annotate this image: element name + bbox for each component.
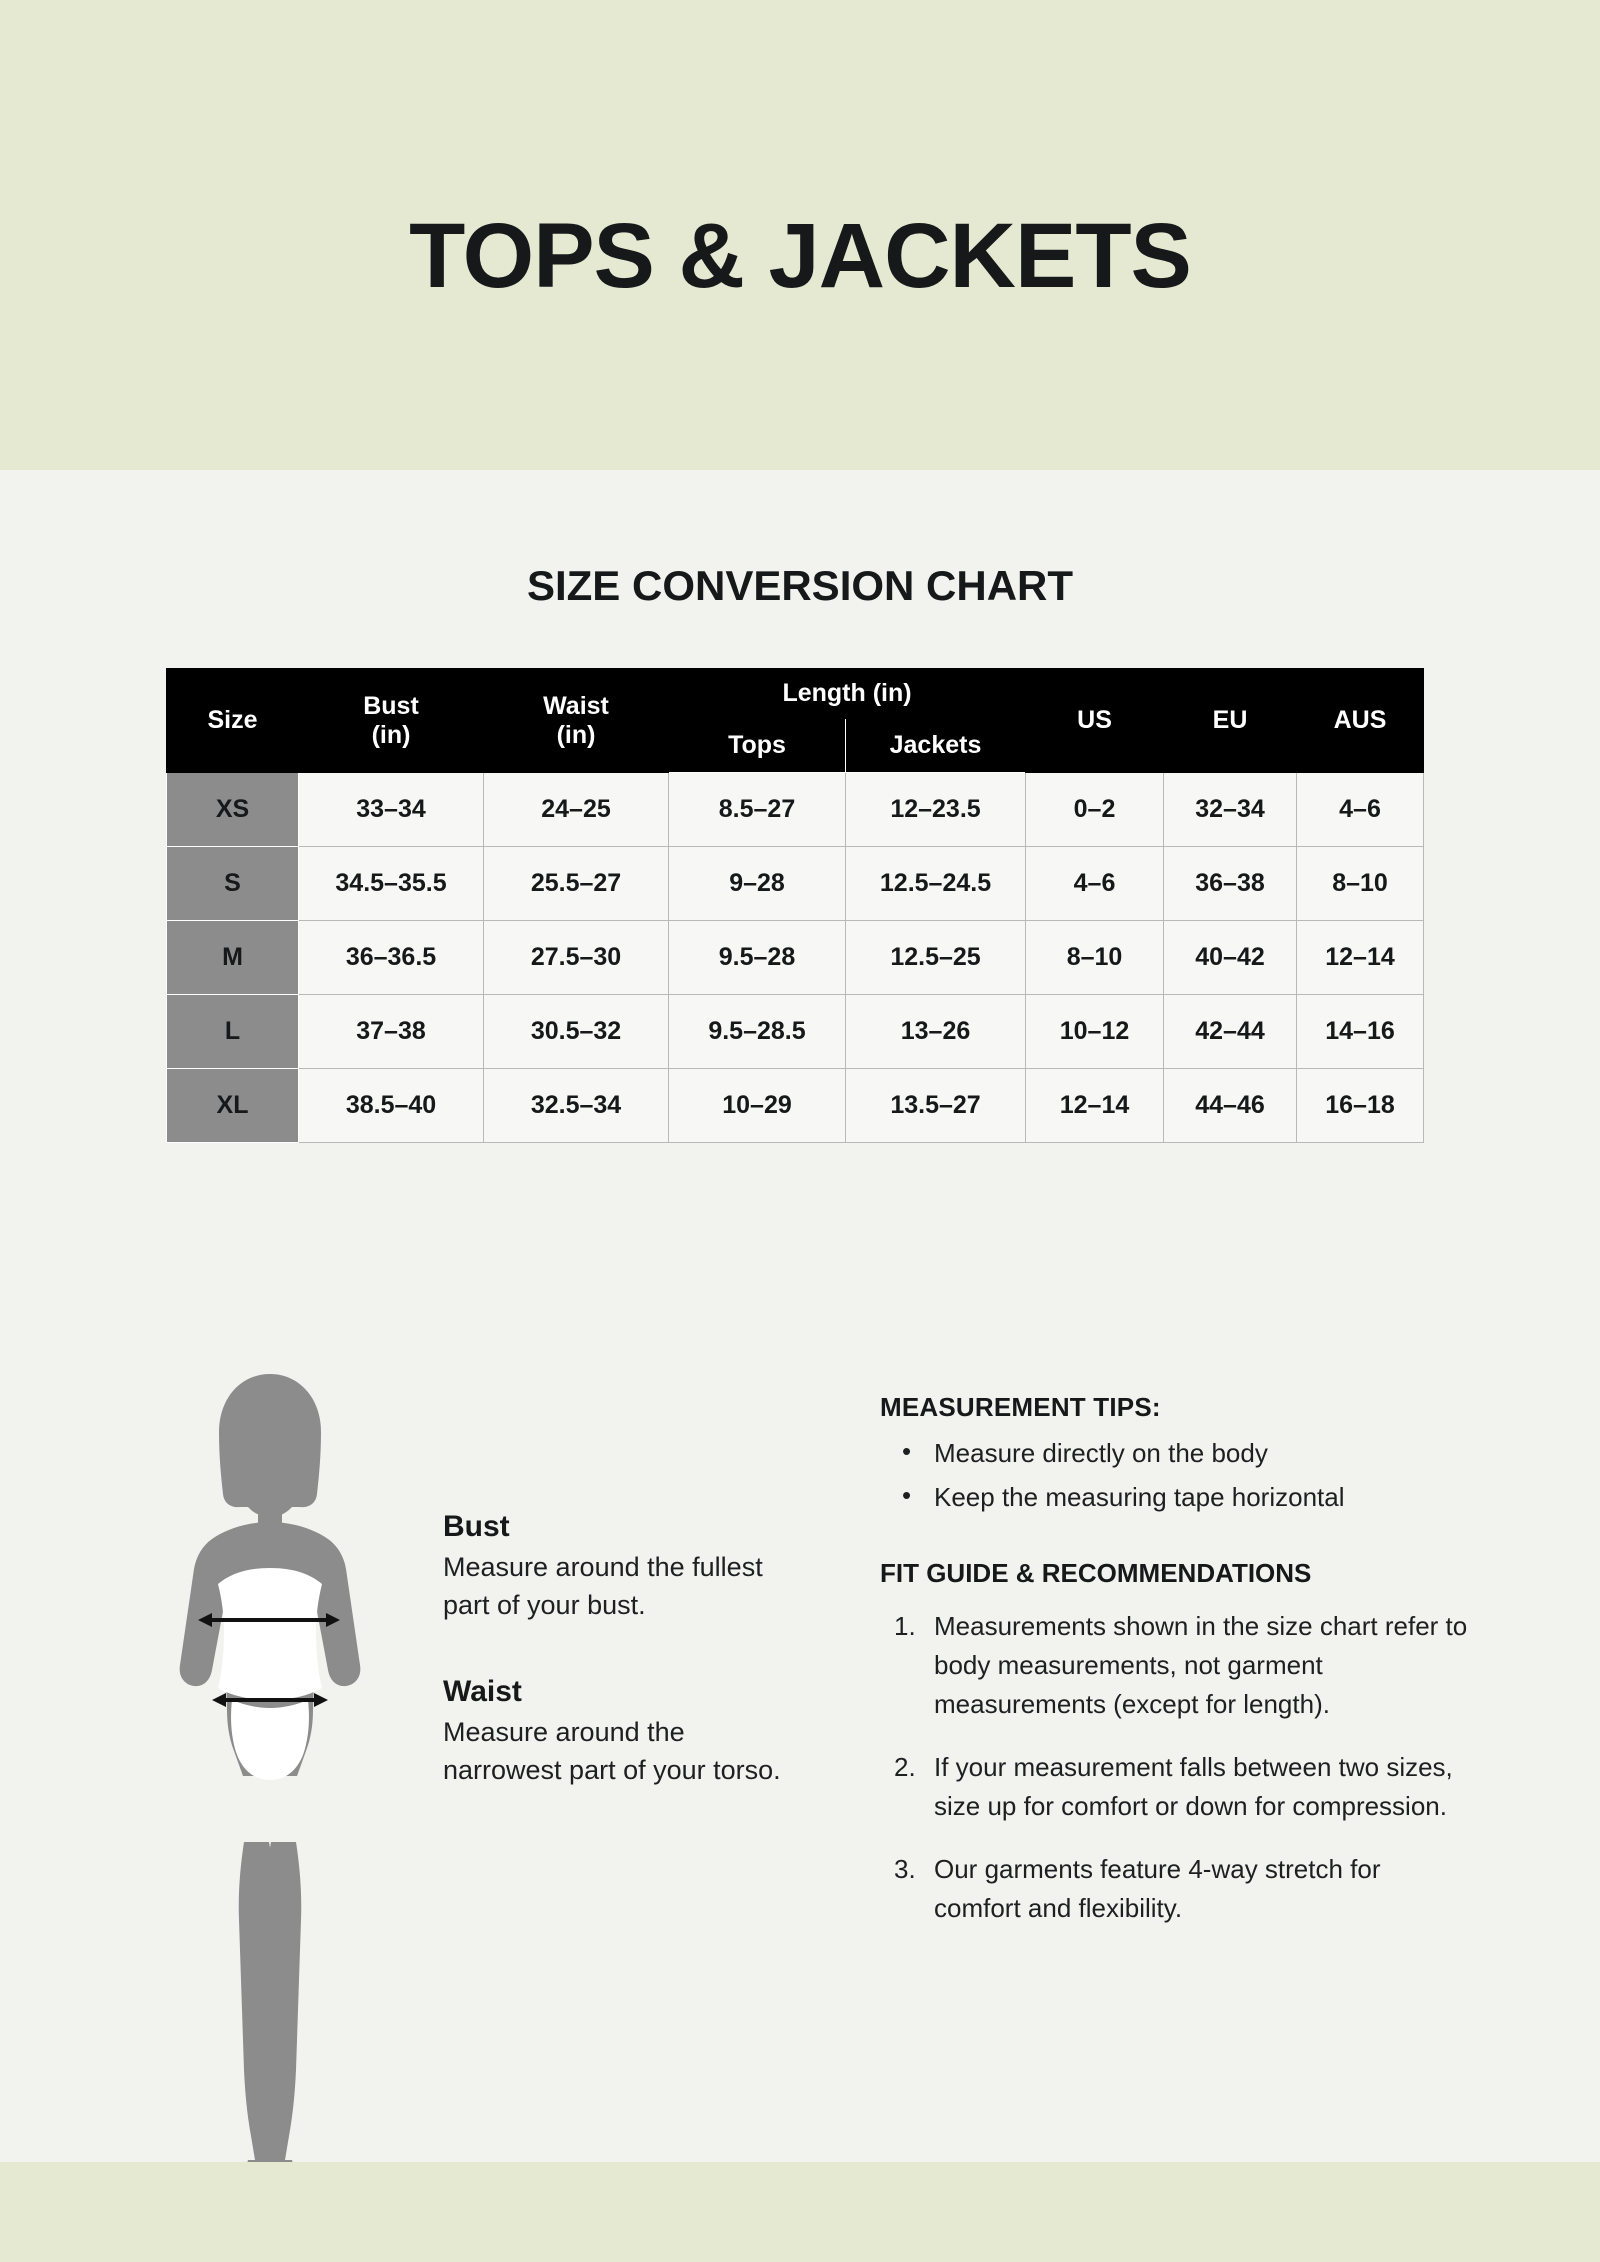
cell-waist: 25.5–27 [484,847,669,921]
tips-and-fit-guide [880,1392,1470,1952]
measurement-tips-title: MEASUREMENT TIPS: [880,1392,1161,1422]
garment-top [218,1568,322,1700]
cell-aus: 8–10 [1297,847,1424,921]
cell-jackets: 13.5–27 [846,1069,1026,1143]
list-item: • Measure directly on the body [880,1435,1470,1473]
cell-us: 4–6 [1026,847,1164,921]
col-header-size: Size [167,669,299,773]
cell-bust: 37–38 [299,995,484,1069]
cell-size: L [167,995,299,1069]
size-conversion-table [166,668,1424,1143]
list-item: • Keep the measuring tape horizontal [880,1479,1470,1517]
col-header-bust [299,669,484,773]
fit-guide-list [880,1607,1470,1928]
table-row [167,921,1424,995]
cell-aus: 4–6 [1297,773,1424,847]
list-item: If your measurement falls between two sizes, size up for comfort or down for compression. [934,1752,1453,1822]
cell-jackets: 13–26 [846,995,1026,1069]
cell-size: M [167,921,299,995]
cell-aus: 14–16 [1297,995,1424,1069]
cell-waist: 27.5–30 [484,921,669,995]
female-body-silhouette-icon [140,1370,400,2210]
col-header-us: US [1026,669,1164,773]
col-header-bust-line2: (in) [371,720,411,749]
cell-eu: 36–38 [1164,847,1297,921]
col-header-waist-line1: Waist [543,691,609,720]
col-header-eu: EU [1164,669,1297,773]
table-row [167,847,1424,921]
col-header-waist [484,669,669,773]
cell-waist: 32.5–34 [484,1069,669,1143]
section-title: SIZE CONVERSION CHART [526,562,1074,609]
cell-jackets: 12–23.5 [846,773,1026,847]
body-figure [140,1370,400,2210]
col-header-jackets: Jackets [846,719,1026,773]
cell-tops: 9.5–28 [669,921,846,995]
col-header-tops: Tops [669,719,846,773]
fit-guide-title: FIT GUIDE & RECOMMENDATIONS [880,1558,1312,1589]
cell-eu: 42–44 [1164,995,1297,1069]
bust-description: Measure around the fullest part of your bust. [443,1552,763,1621]
table-row [167,1069,1424,1143]
cell-tops: 9–28 [669,847,846,921]
cell-us: 12–14 [1026,1069,1164,1143]
cell-eu: 40–42 [1164,921,1297,995]
list-item: Our garments feature 4-way stretch for comfort and flexibility. [934,1854,1381,1924]
footer-band [0,2162,1600,2262]
waist-label: Waist [443,1674,522,1708]
cell-bust: 38.5–40 [299,1069,484,1143]
cell-us: 10–12 [1026,995,1164,1069]
cell-tops: 10–29 [669,1069,846,1143]
cell-eu: 44–46 [1164,1069,1297,1143]
page-title: TOPS & JACKETS [409,205,1191,307]
cell-size: XL [167,1069,299,1143]
cell-tops: 9.5–28.5 [669,995,846,1069]
bust-label: Bust [443,1510,510,1543]
cell-aus: 16–18 [1297,1069,1424,1143]
cell-tops: 8.5–27 [669,773,846,847]
waist-description: Measure around the narrowest part of your torso. [443,1716,781,1785]
col-header-waist-line2: (in) [556,720,596,749]
size-conversion-table-wrap [166,668,1423,1143]
cell-jackets: 12.5–24.5 [846,847,1026,921]
cell-bust: 33–34 [299,773,484,847]
list-item: Measurements shown in the size chart refer to body measurements, not garment measurements (except for length). [934,1611,1468,1720]
table-row [167,995,1424,1069]
cell-bust: 34.5–35.5 [299,847,484,921]
cell-waist: 24–25 [484,773,669,847]
measurement-descriptions [443,1510,783,1839]
measurement-tips-list [880,1435,1470,1516]
cell-size: S [167,847,299,921]
cell-aus: 12–14 [1297,921,1424,995]
cell-waist: 30.5–32 [484,995,669,1069]
col-header-bust-line1: Bust [363,691,419,720]
cell-size: XS [167,773,299,847]
col-header-aus: AUS [1297,669,1424,773]
table-row [167,773,1424,847]
col-header-length-group: Length (in) [669,669,1026,719]
cell-bust: 36–36.5 [299,921,484,995]
cell-eu: 32–34 [1164,773,1297,847]
cell-jackets: 12.5–25 [846,921,1026,995]
cell-us: 8–10 [1026,921,1164,995]
table-header-row-1 [167,669,1424,719]
cell-us: 0–2 [1026,773,1164,847]
